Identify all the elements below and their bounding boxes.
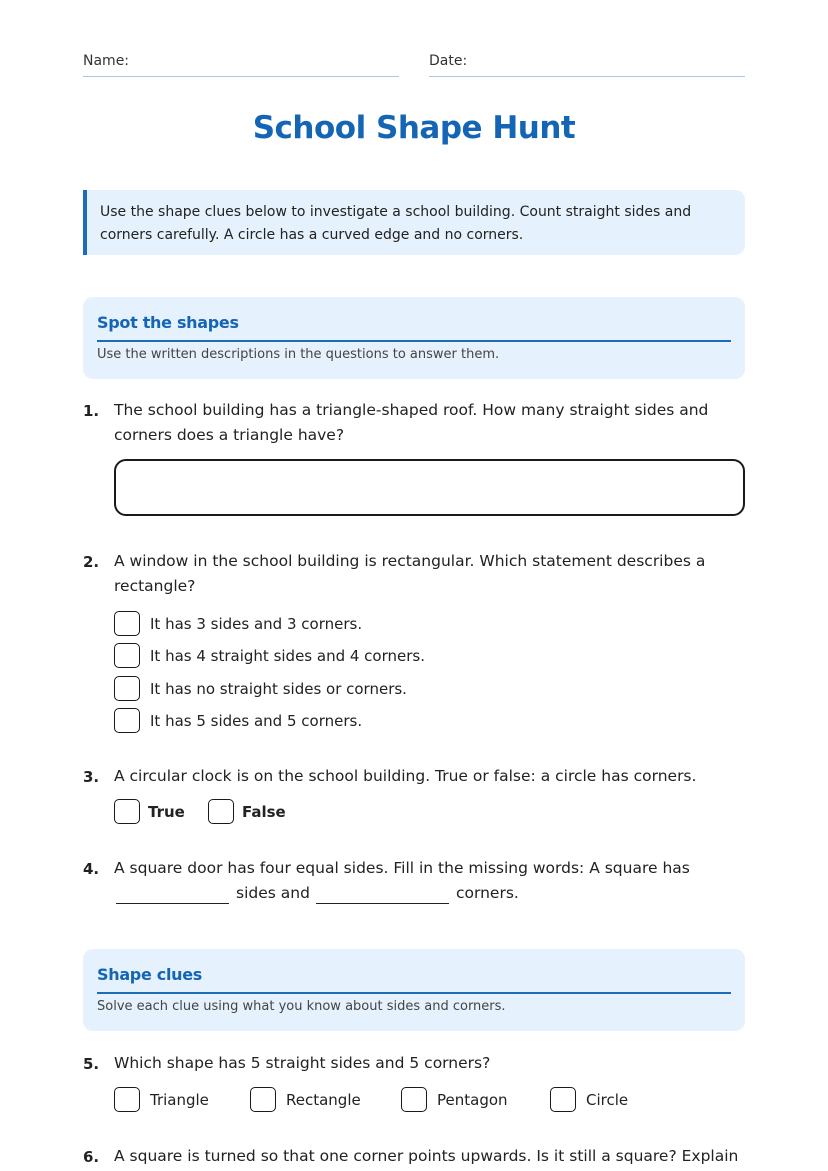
option-row[interactable] <box>114 708 362 733</box>
option-row[interactable] <box>401 1087 508 1112</box>
option-label: It has no straight sides or corners. <box>150 679 407 698</box>
option-row[interactable] <box>114 676 407 701</box>
option-label: It has 3 sides and 3 corners. <box>150 614 363 633</box>
question-text: A square is turned so that one corner points upwards. Is it still a square? Explain <box>114 1147 739 1165</box>
question-text: Which shape has 5 straight sides and 5 corners? <box>114 1054 491 1072</box>
option-label: Rectangle <box>286 1090 361 1109</box>
option-row[interactable] <box>114 611 362 636</box>
name-label: Name: <box>83 53 130 69</box>
checkbox[interactable] <box>401 1087 427 1112</box>
question-number: 5. <box>83 1055 100 1073</box>
date-field[interactable] <box>429 76 745 77</box>
option-row[interactable] <box>550 1087 628 1112</box>
checkbox[interactable] <box>208 799 234 824</box>
fill-text: sides and <box>236 884 310 902</box>
checkbox[interactable] <box>114 643 140 668</box>
checkbox[interactable] <box>114 708 140 733</box>
checkbox[interactable] <box>550 1087 576 1112</box>
checkbox[interactable] <box>114 611 140 636</box>
fill-text: corners. <box>456 884 519 902</box>
intro-callout: Use the shape clues below to investigate a school building. Count straight sides and corners carefully. A circle has a curved edge and no corners. <box>83 190 745 255</box>
option-row[interactable] <box>250 1087 361 1112</box>
checkbox[interactable] <box>114 676 140 701</box>
date-label: Date: <box>429 53 468 69</box>
option-label: Circle <box>586 1090 629 1109</box>
answer-box[interactable] <box>114 459 745 516</box>
option-true[interactable] <box>114 799 185 824</box>
name-field[interactable] <box>83 76 399 77</box>
option-row[interactable] <box>114 1087 209 1112</box>
option-false[interactable] <box>208 799 286 824</box>
section-title: Shape clues <box>97 965 203 984</box>
option-label: True <box>148 802 185 821</box>
question-number: 6. <box>83 1148 100 1166</box>
page-title: School Shape Hunt <box>252 110 576 146</box>
question-number: 4. <box>83 860 100 878</box>
section-divider <box>97 340 731 342</box>
question-number: 2. <box>83 553 100 571</box>
option-label: Triangle <box>150 1090 209 1109</box>
option-label: False <box>242 802 286 821</box>
section-spot-the-shapes <box>83 297 745 379</box>
checkbox[interactable] <box>114 1087 140 1112</box>
question-text: The school building has a triangle-shaped roof. How many straight sides and corners does a triangle have? <box>114 401 709 444</box>
section-subtitle: Use the written descriptions in the questions to answer them. <box>97 347 500 362</box>
option-label: Pentagon <box>437 1090 508 1109</box>
fill-blank[interactable] <box>116 903 229 904</box>
checkbox[interactable] <box>114 799 140 824</box>
fill-blank[interactable] <box>316 903 449 904</box>
question-text: A square door has four equal sides. Fill in the missing words: A square has <box>114 859 690 877</box>
option-label: It has 5 sides and 5 corners. <box>150 711 363 730</box>
section-subtitle: Solve each clue using what you know about sides and corners. <box>97 999 506 1014</box>
option-label: It has 4 straight sides and 4 corners. <box>150 646 425 665</box>
question-number: 3. <box>83 768 100 786</box>
question-text: A circular clock is on the school building. True or false: a circle has corners. <box>114 767 697 785</box>
question-text: A window in the school building is rectangular. Which statement describes a rectangle? <box>114 552 706 595</box>
section-divider <box>97 992 731 994</box>
question-number: 1. <box>83 402 100 420</box>
section-title: Spot the shapes <box>97 313 239 332</box>
section-shape-clues <box>83 949 745 1031</box>
option-row[interactable] <box>114 643 425 668</box>
checkbox[interactable] <box>250 1087 276 1112</box>
